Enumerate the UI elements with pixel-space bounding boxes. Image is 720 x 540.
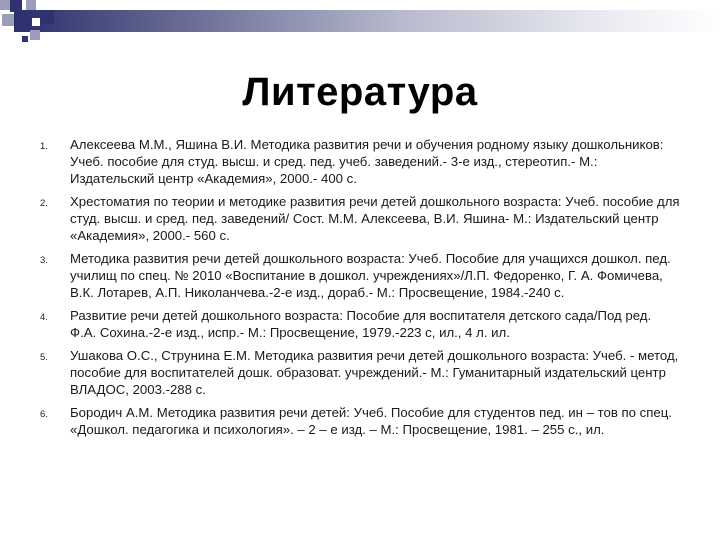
decor-square — [0, 0, 10, 10]
reference-list — [40, 136, 680, 444]
decor-square — [10, 0, 22, 12]
list-item — [40, 404, 680, 438]
list-item — [40, 136, 680, 187]
list-item — [40, 193, 680, 244]
decor-square — [40, 10, 54, 24]
list-item-text: Развитие речи детей дошкольного возраста: Пособие для воспитателя детского сада/Под ред. Ф.А. Сохина.-2-е изд., испр.- М.: Просвещение, 1979.-223 с, ил., 4 л. ил. — [70, 308, 652, 340]
list-item-text: Хрестоматия по теории и методике развития речи детей дошкольного возраста: Учеб. пособие для студ. высш. и сред. пед. заведений/ Сост. М.М. Алексеева, В.И. Яшина- М.: Издательский центр «Академия», 2000.- 560 с. — [70, 194, 680, 243]
decor-square — [16, 16, 30, 30]
list-item-number: 6. — [40, 409, 48, 420]
decor-square — [22, 36, 28, 42]
list-item — [40, 347, 680, 398]
decor-square — [32, 18, 40, 26]
list-item-text: Ушакова О.С., Струнина Е.М. Методика развития речи детей дошкольного возраста: Учеб. - метод, пособие для воспитателей дошк. образоват. учреждений.- М.: Гуманитарный издательский центр ВЛАДОС, 2003.-288 с. — [70, 348, 679, 397]
header-gradient-bar — [14, 10, 720, 32]
list-item-text: Бородич А.М. Методика развития речи детей: Учеб. Пособие для студентов пед. ин – тов по спец. «Дошкол. педагогика и психология». – 2 – е изд. – М.: Просвещение, 1981. – 255 с., ил. — [70, 405, 672, 437]
slide-title: Литература — [242, 70, 478, 114]
list-item-text: Алексеева М.М., Яшина В.И. Методика развития речи и обучения родному языку дошкольников: Учеб. пособие для студ. высш. и сред. пед. учеб. заведений.- 3-е изд., стереотип.- М.: Издательский центр «Академия», 2000.- 400 с. — [70, 137, 664, 186]
decor-square — [2, 14, 14, 26]
list-item-text: Методика развития речи детей дошкольного возраста: Учеб. Пособие для учащихся дошкол. пед. училищ по спец. № 2010 «Воспитание в дошкол. учреждениях»/Л.П. Федоренко, Г. А. Фомичева, В.К. Лотарев, А.П. Николанчева.-2-е изд., дораб.- М.: Просвещение, 1984.-240 с. — [70, 251, 671, 300]
list-item-number: 5. — [40, 352, 48, 363]
list-item-number: 2. — [40, 198, 48, 209]
decor-square — [30, 30, 40, 40]
list-item-number: 1. — [40, 141, 48, 152]
list-item-number: 3. — [40, 255, 48, 266]
list-item — [40, 250, 680, 301]
list-item — [40, 307, 680, 341]
list-item-number: 4. — [40, 312, 48, 323]
decor-square — [26, 0, 36, 10]
